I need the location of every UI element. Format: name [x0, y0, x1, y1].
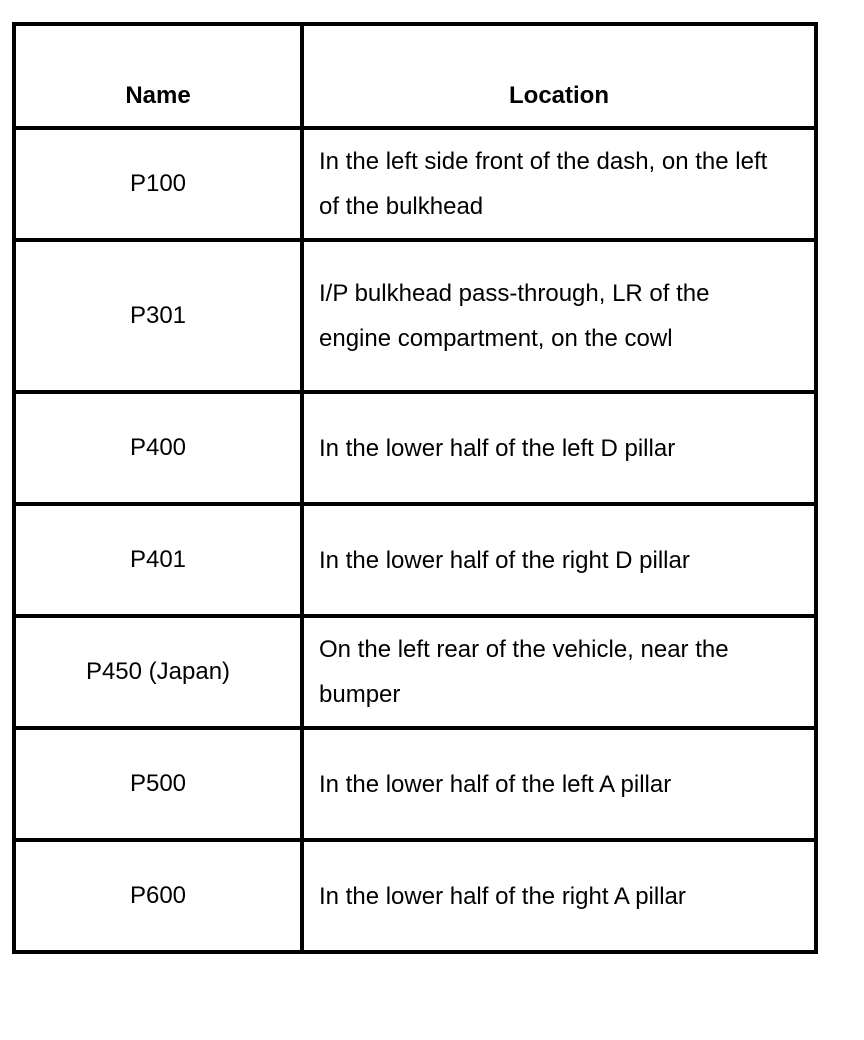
- header-location: Location: [302, 24, 816, 128]
- connector-location-cell: In the left side front of the dash, on the left of the bulkhead: [302, 128, 816, 240]
- connector-location-cell: In the lower half of the right A pillar: [302, 840, 816, 952]
- connector-name-cell: P600: [14, 840, 302, 952]
- connector-name-cell: P301: [14, 240, 302, 392]
- connector-name-cell: P400: [14, 392, 302, 504]
- connector-location-cell: In the lower half of the left A pillar: [302, 728, 816, 840]
- connector-location-cell: On the left rear of the vehicle, near the bumper: [302, 616, 816, 728]
- header-row: [14, 24, 816, 128]
- connector-location-cell: In the lower half of the right D pillar: [302, 504, 816, 616]
- connector-name-cell: P500: [14, 728, 302, 840]
- table-row: [14, 504, 816, 616]
- connector-location-cell: In the lower half of the left D pillar: [302, 392, 816, 504]
- connector-location-table: [12, 22, 818, 954]
- header-name: Name: [14, 24, 302, 128]
- connector-name-cell: P450 (Japan): [14, 616, 302, 728]
- connector-location-cell: I/P bulkhead pass-through, LR of the engine compartment, on the cowl: [302, 240, 816, 392]
- table-row: [14, 728, 816, 840]
- table-row: [14, 616, 816, 728]
- table-row: [14, 392, 816, 504]
- table-row: [14, 128, 816, 240]
- connector-name-cell: P401: [14, 504, 302, 616]
- table-body: [14, 128, 816, 952]
- connector-name-cell: P100: [14, 128, 302, 240]
- table-row: [14, 840, 816, 952]
- table-row: [14, 240, 816, 392]
- table-header: [14, 24, 816, 128]
